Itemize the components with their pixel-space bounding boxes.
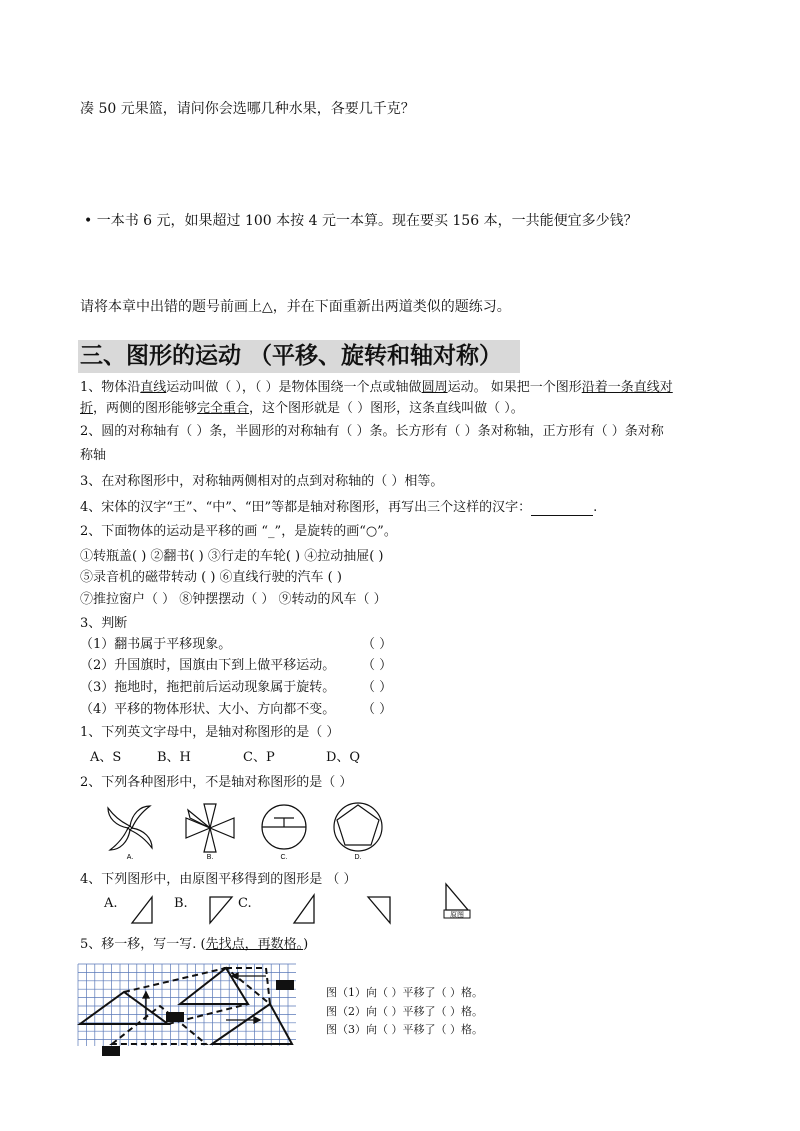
text: 4、宋体的汉字“王”、“中”、“田”等都是轴对称图形，再写出三个这样的汉字： (80, 500, 532, 515)
grid-answer-2: 图（2）向（ ）平移了（ ）格。 (326, 1005, 483, 1018)
grid-answer-3: 图（3）向（ ）平移了（ ）格。 (326, 1023, 483, 1036)
judge-item-1: （1）翻书属于平移现象。 (80, 637, 232, 652)
judge-item-2: （2）升国旗时，国旗由下到上做平移运动。 (80, 658, 336, 673)
triangle-c[interactable] (292, 893, 322, 925)
choice-option-c[interactable]: C、P (243, 750, 275, 765)
judge-paren-4[interactable]: （ ） (362, 702, 393, 717)
judge-item-4: （4）平移的物体形状、大小、方向都不变。 (80, 702, 336, 717)
text: ，两侧的图形能够 (93, 401, 198, 416)
text: 运动叫做（ ），（ ）是物体围绕一个点或轴做 (166, 380, 422, 395)
text: 运动。 如果把一个图形 (447, 380, 582, 395)
translate-label-a[interactable]: A. (104, 896, 118, 911)
judge-item-3: （3）拖地时，拖把前后运动现象属于旋转。 (80, 680, 336, 695)
fill-question-2: 2、圆的对称轴有（ ）条，半圆形的对称轴有（ ）条。长方形有（ ）条对称轴，正方形有（ ）条对称 (80, 424, 664, 439)
shape-label: A. (126, 854, 134, 861)
text: ) (303, 937, 309, 952)
choice-option-a[interactable]: A、S (90, 750, 122, 765)
text: ，这个图形就是（ ）图形，这条直线叫做（ ）。 (249, 401, 524, 416)
motion-row-3: ⑦推拉窗户（ ） ⑧钟摆摆动（ ） ⑨转动的风车（ ） (80, 592, 387, 607)
question-fruit-basket: 凑 50 元果篮，请问你会选哪几种水果，各要几千克？ (80, 101, 415, 117)
judge-paren-2[interactable]: （ ） (362, 658, 393, 673)
review-note: 请将本章中出错的题号前画上△，并在下面重新出两道类似的题练习。 (80, 299, 511, 315)
triangle-b[interactable] (206, 895, 236, 925)
translate-label-c[interactable]: C. (238, 896, 252, 911)
triangle-a[interactable] (128, 895, 158, 925)
judge-paren-1[interactable]: （ ） (362, 637, 393, 652)
underlined-term: 沿着一条直线对 (581, 380, 673, 395)
fill-question-3: 3、在对称图形中，对称轴两侧相对的点到对称轴的（ ）相等。 (80, 474, 444, 489)
judge-title: 3、判断 (80, 616, 128, 631)
grid-question (80, 937, 308, 953)
triangle-d[interactable] (364, 895, 394, 925)
translation-grid-figure (76, 962, 298, 1058)
shape-b-bowtie[interactable] (182, 800, 238, 860)
original-label: 原图 (450, 911, 464, 919)
question-book-discount: • 一本书 6 元，如果超过 100 本按 4 元一本算。现在要买 156 本，一共能便宜多少钱？ (84, 213, 638, 229)
underlined-term: 完全重合 (197, 401, 250, 416)
shape-a-pinwheel[interactable] (102, 800, 158, 860)
underlined-term: 直线 (140, 380, 167, 395)
fill-question-1-line2 (80, 401, 524, 417)
shape-label: D. (354, 854, 362, 861)
fill-question-4: 4、宋体的汉字“王”、“中”、“田”等都是轴对称图形，再写出三个这样的汉字： . (80, 500, 598, 515)
answer-blank[interactable] (531, 503, 593, 516)
triangle-original (440, 882, 474, 922)
grid-answer-1: 图（1）向（ ）平移了（ ）格。 (326, 986, 483, 999)
choice-option-b[interactable]: B、H (157, 750, 191, 765)
translate-question: 4、下列图形中，由原图平移得到的图形是 （ ） (80, 872, 357, 887)
choice-question-shapes: 2、下列各种图形中，不是轴对称图形的是（ ） (80, 775, 353, 790)
underlined-hint: 先找点，再数格。 (205, 937, 304, 952)
translate-label-b[interactable]: B. (174, 896, 188, 911)
text: 5、移一移，写一写. ( (80, 937, 206, 952)
choice-question-letters: 1、下列英文字母中，是轴对称图形的是（ ） (80, 725, 340, 740)
motion-question-title: 2、下面物体的运动是平移的画 “_”，是旋转的画“○”。 (80, 524, 397, 539)
text: 1、物体沿 (80, 380, 141, 395)
motion-row-1: ①转瓶盖( ) ②翻书( ) ③行走的车轮( ) ④拉动抽屉( ) (80, 549, 384, 564)
underlined-term: 圆周 (421, 380, 448, 395)
section-title: 三、图形的运动 （平移、旋转和轴对称） (80, 343, 503, 369)
shape-label: C. (280, 854, 288, 861)
underlined-term: 折 (80, 401, 94, 416)
fill-question-2-cont: 称轴 (80, 448, 107, 463)
choice-option-d[interactable]: D、Q (326, 750, 361, 765)
fill-question-1-line1 (80, 380, 673, 396)
motion-row-2: ⑤录音机的磁带转动 ( ) ⑥直线行驶的汽车 ( ) (80, 570, 342, 585)
judge-paren-3[interactable]: （ ） (362, 680, 393, 695)
shape-c-circle-i[interactable] (256, 800, 312, 860)
shape-d-pentagon-circle[interactable] (330, 800, 386, 860)
shape-label: B. (206, 854, 214, 861)
